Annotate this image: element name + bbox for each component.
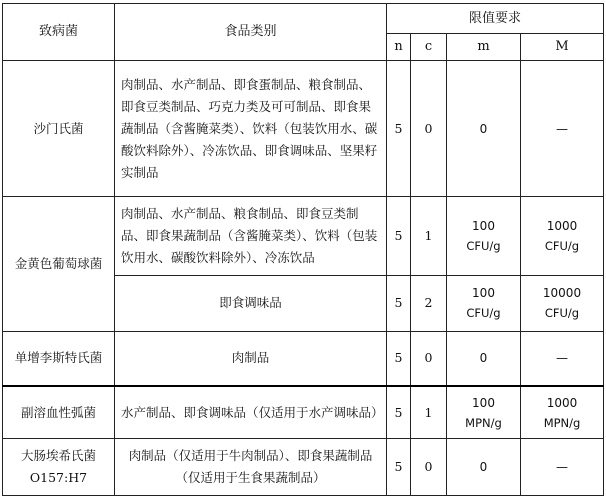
table-row	[3, 438, 604, 495]
food-category-cell: 即食调味品	[115, 275, 387, 331]
M-unit: CFU/g	[544, 238, 580, 253]
m-cell	[447, 197, 521, 275]
header-food-category: 食品类别	[115, 4, 387, 61]
food-category-cell: 肉制品、水产制品、即食蛋制品、粮食制品、即食豆类制品、巧克力类及可可制品、即食果蔬制品（含酱腌菜类）、饮料（包装饮用水、碳酸饮料除外）、冷冻饮品、即食调味品、坚果籽实制品	[115, 61, 387, 197]
header-pathogen: 致病菌	[3, 4, 115, 61]
m-cell: 0	[447, 438, 521, 495]
M-value: 10000	[542, 286, 582, 301]
M-cell: —	[521, 331, 604, 386]
pathogen-cell: 金黄色葡萄球菌	[3, 197, 115, 331]
food-category-cell: 水产制品、即食调味品（仅适用于水产调味品）	[115, 386, 387, 438]
c-cell: 0	[411, 438, 447, 495]
M-cell	[521, 275, 604, 331]
c-cell: 0	[411, 331, 447, 386]
n-cell: 5	[387, 386, 411, 438]
c-cell: 0	[411, 61, 447, 197]
c-cell: 2	[411, 275, 447, 331]
m-cell	[447, 386, 521, 438]
food-category-cell: 肉制品	[115, 331, 387, 386]
header-m-lower: m	[447, 34, 521, 61]
food-category-cell: 肉制品（仅适用于牛肉制品）、即食果蔬制品（仅适用于生食果蔬制品）	[115, 438, 387, 495]
M-cell: —	[521, 438, 604, 495]
m-unit: CFU/g	[466, 238, 501, 253]
c-cell: 1	[411, 197, 447, 275]
header-limit: 限值要求	[387, 4, 604, 34]
header-c: c	[411, 34, 447, 61]
header-n: n	[387, 34, 411, 61]
M-value: 1000	[546, 395, 578, 410]
pathogen-cell: 单增李斯特氏菌	[3, 331, 115, 386]
pathogen-limits-table	[2, 3, 604, 496]
m-unit: CFU/g	[466, 306, 501, 321]
M-cell	[521, 197, 604, 275]
M-unit: MPN/g	[543, 415, 581, 430]
n-cell: 5	[387, 197, 411, 275]
m-cell: 0	[447, 331, 521, 386]
M-unit: CFU/g	[544, 306, 580, 321]
pathogen-cell: 沙门氏菌	[3, 61, 115, 197]
table-row	[3, 386, 604, 438]
n-cell: 5	[387, 275, 411, 331]
pathogen-cell: 大肠埃希氏菌O157:H7	[3, 438, 115, 495]
m-value: 100	[472, 286, 495, 301]
m-value: 100	[472, 395, 495, 410]
M-cell: —	[521, 61, 604, 197]
M-value: 1000	[546, 218, 578, 233]
table-row	[3, 331, 604, 386]
table-row	[3, 61, 604, 197]
n-cell: 5	[387, 61, 411, 197]
m-cell	[447, 275, 521, 331]
M-cell	[521, 386, 604, 438]
header-m-upper: M	[521, 34, 604, 61]
n-cell: 5	[387, 438, 411, 495]
m-cell: 0	[447, 61, 521, 197]
pathogen-cell: 副溶血性弧菌	[3, 386, 115, 438]
food-category-cell: 肉制品、水产制品、粮食制品、即食豆类制品、即食果蔬制品（含酱腌菜类）、饮料（包装饮用水、碳酸饮料除外）、冷冻饮品	[115, 197, 387, 275]
c-cell: 1	[411, 386, 447, 438]
m-unit: MPN/g	[465, 415, 502, 430]
m-value: 100	[472, 218, 495, 233]
n-cell: 5	[387, 331, 411, 386]
table-row	[3, 197, 604, 275]
